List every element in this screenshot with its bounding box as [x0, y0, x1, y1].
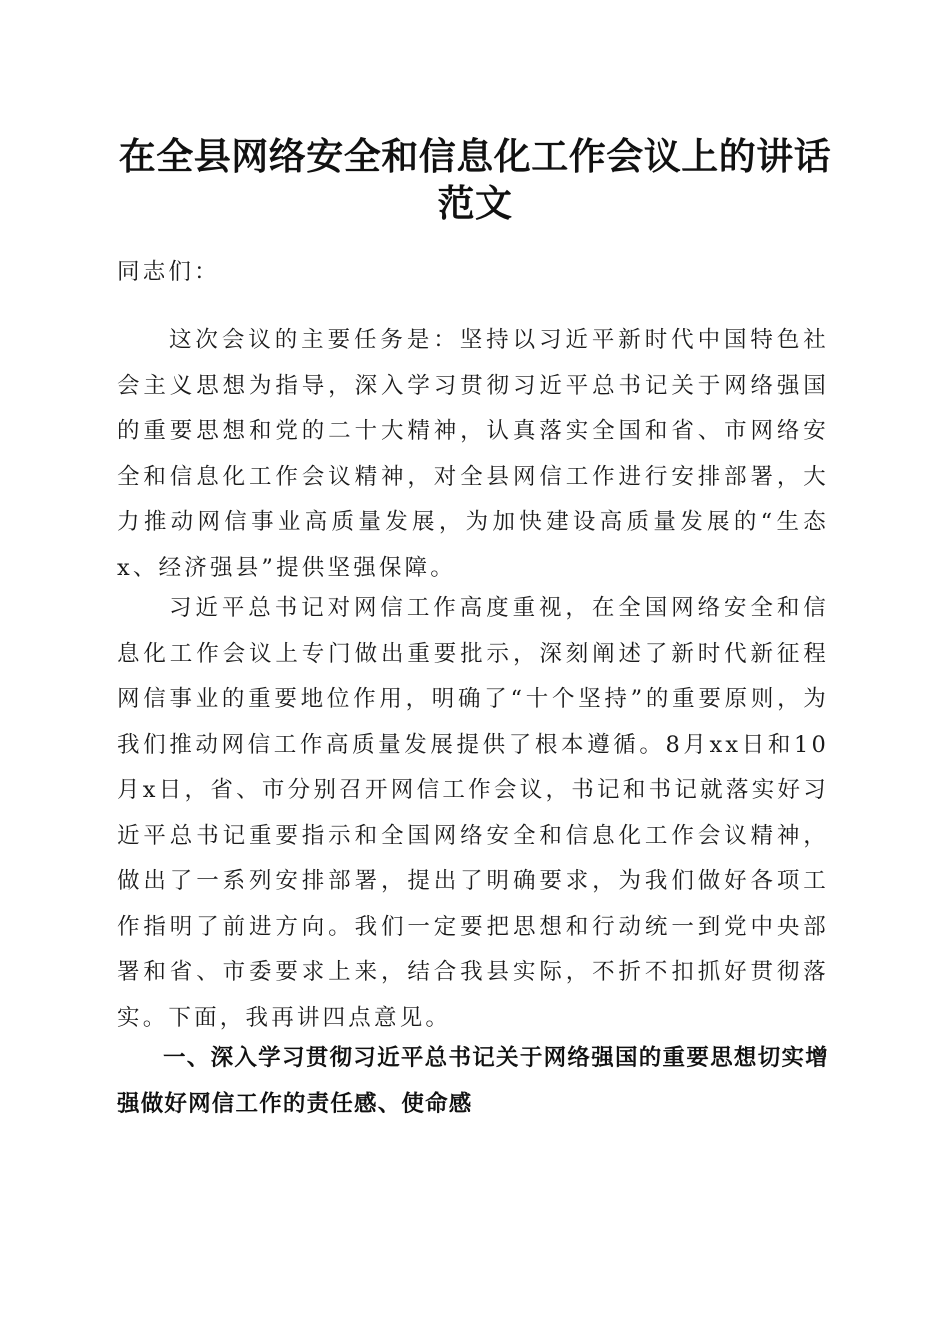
section-heading: 一、深入学习贯彻习近平总书记关于网络强国的重要思想切实增强做好网信工作的责任感、使命感 [117, 1045, 829, 1117]
paragraph-2: 习近平总书记对网信工作高度重视，在全国网络安全和信息化工作会议上专门做出重要批示，深刻阐述了新时代新征程网信事业的重要地位作用，明确了“十个坚持”的重要原则，为我们推动网信工作高质量发展提供了根本遵循。8月xx日和10月x日，省、市分别召开网信工作会议，书记和书记就落实好习近平总书记重要指示和全国网络安全和信息化工作会议精神，做出了一系列安排部署，提出了明确要求，为我们做好各项工作指明了前进方向。我们一定要把思想和行动统一到党中央部署和省、市委要求上来，结合我县实际，不折不扣抓好贯彻落实。下面，我再讲四点意见。 [117, 595, 829, 1031]
paragraph-1: 这次会议的主要任务是：坚持以习近平新时代中国特色社会主义思想为指导，深入学习贯彻习近平总书记关于网络强国的重要思想和党的二十大精神，认真落实全国和省、市网络安全和信息化工作会议精神，对全县网信工作进行安排部署，大力推动网信事业高质量发展，为加快建设高质量发展的“生态x、经济强县”提供坚强保障。 [117, 327, 829, 581]
salutation: 同志们： [117, 259, 220, 285]
document-title: 在全县网络安全和信息化工作会议上的讲话范文 [118, 134, 832, 225]
